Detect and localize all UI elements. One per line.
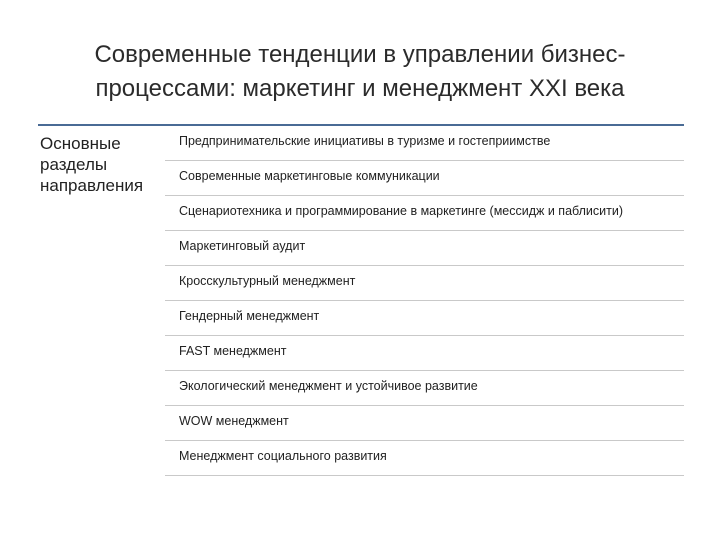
section-label-line-2: разделы — [40, 155, 108, 174]
topic-item: FAST менеджмент — [165, 336, 684, 371]
slide-title — [40, 38, 680, 106]
section-label-line-1: Основные — [40, 134, 121, 153]
section-label-line-3: направления — [40, 176, 144, 195]
section-label — [40, 133, 165, 196]
topic-item: Предпринимательские инициативы в туризме и гостеприимстве — [165, 126, 684, 161]
topic-item: Сценариотехника и программирование в маркетинге (мессидж и паблисити) — [165, 196, 684, 231]
slide-title-line-2: процессами: маркетинг и менеджмент XXI века — [95, 75, 625, 102]
topic-list — [165, 126, 684, 476]
topic-item: Маркетинговый аудит — [165, 231, 684, 266]
topic-item: WOW менеджмент — [165, 406, 684, 441]
topic-item: Современные маркетинговые коммуникации — [165, 161, 684, 196]
topic-item: Менеджмент социального развития — [165, 441, 684, 476]
topic-item: Кросскультурный менеджмент — [165, 266, 684, 301]
topic-item: Экологический менеджмент и устойчивое развитие — [165, 371, 684, 406]
topic-item: Гендерный менеджмент — [165, 301, 684, 336]
slide-title-line-1: Современные тенденции в управлении бизнес- — [94, 41, 626, 68]
